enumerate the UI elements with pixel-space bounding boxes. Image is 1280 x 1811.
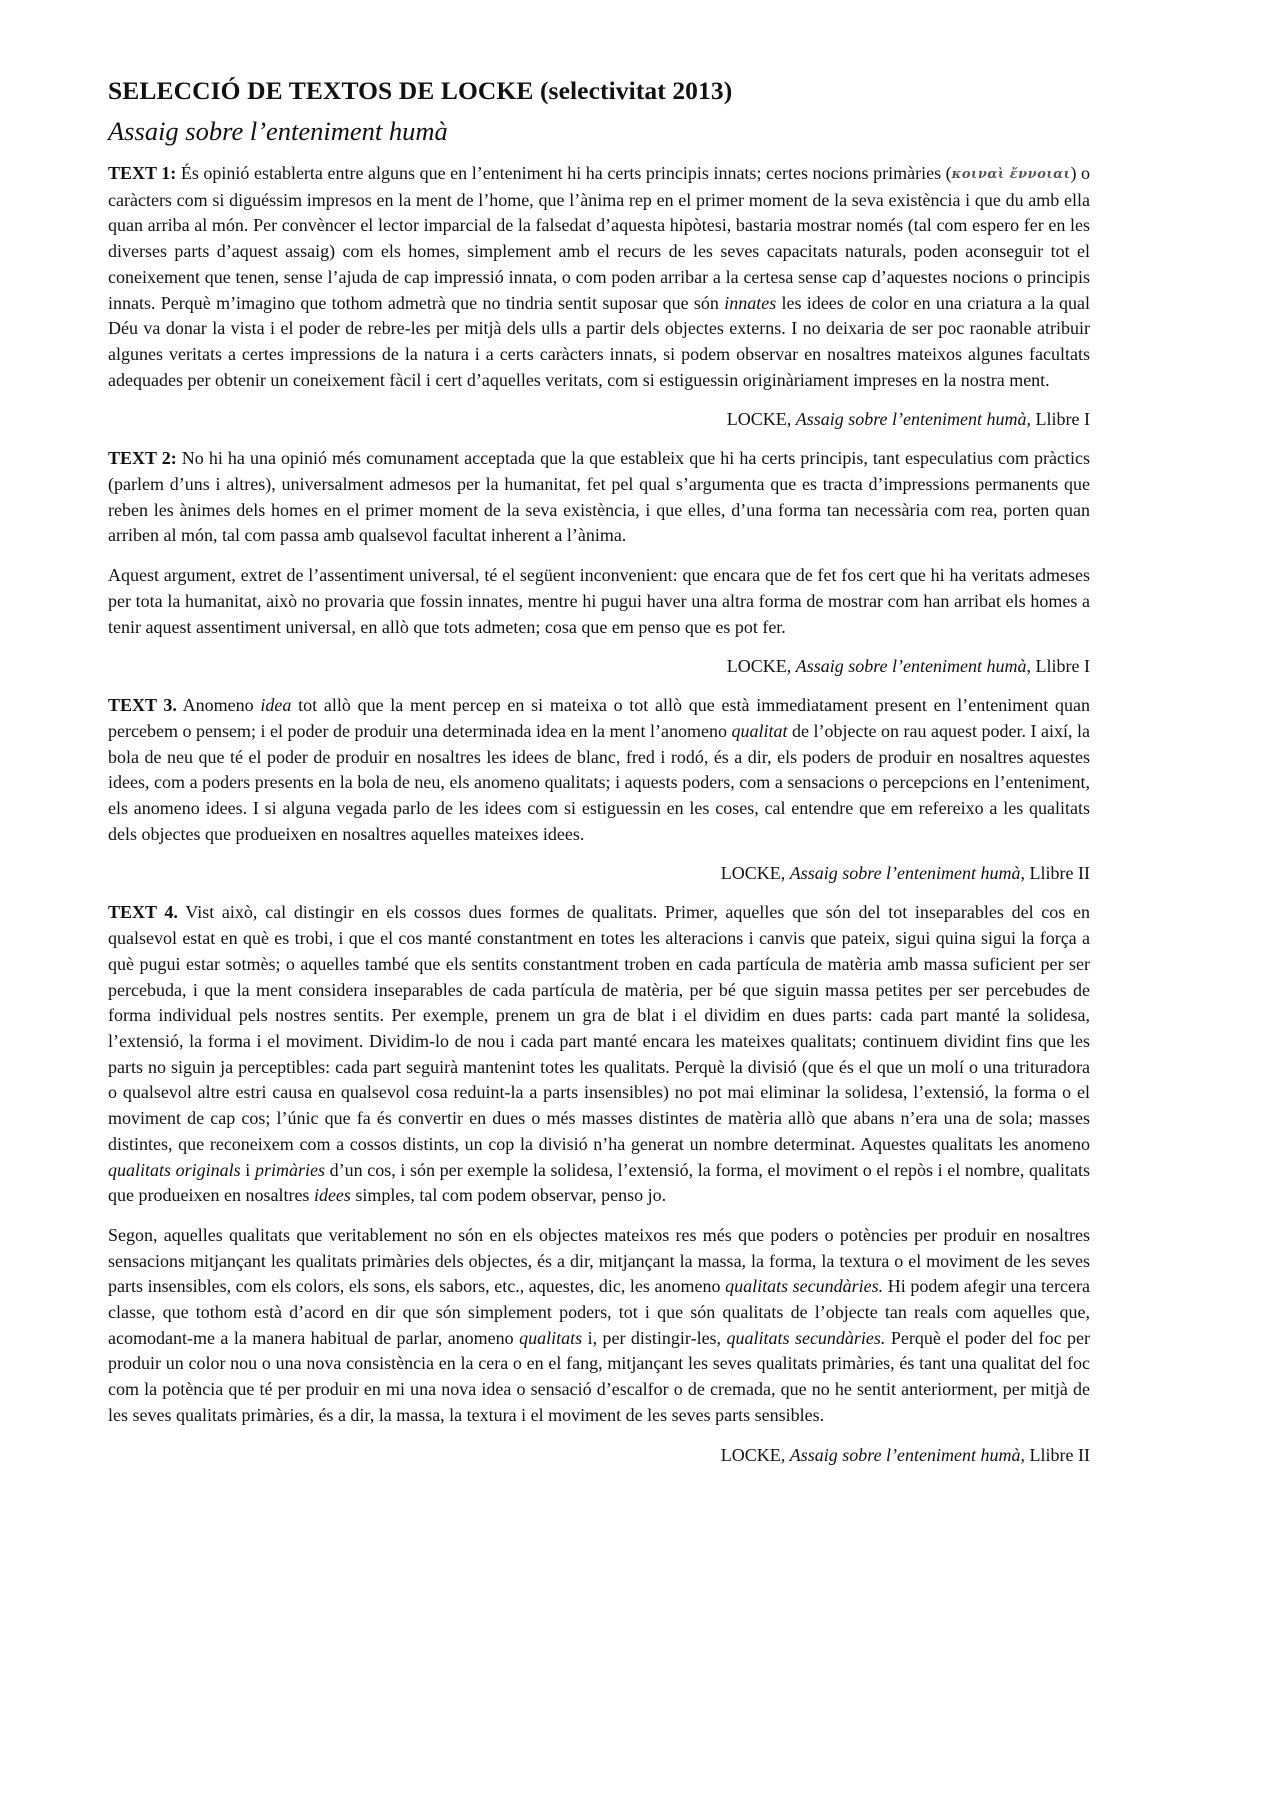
text-4-paragraph: TEXT 4. Vist això, cal distingir en els cossos dues formes de qualitats. Primer, aquelles que són del tot inseparables del cos en qualsevol estat en què es trobi, i que el cos manté constantment en totes les alteracions i canvis que pateix, sigui quina sigui la força a què pugui estar sotmès; o aquelles també que els sentits constantment troben en cada partícula de matèria amb massa suficient per ser percebuda, i que la ment considera inseparables de cada partícula de matèria, per bé que siguin massa petites per ser percebudes de forma individual pels nostres sentits. Per exemple, prenem un gra de blat i el dividim en dues parts: cada part manté la solidesa, l’extensió, la forma i el moviment. Dividim-lo de nou i cada part manté encara les mateixes qualitats; continuem dividint fins que les parts no siguin ja perceptibles: cada part seguirà mantenint totes les qualitats. Perquè la divisió (que és el que un molí o una trituradora o qualsevol altre estri causa en qualsevol cosa reduint-la a parts insensibles) no pot mai eliminar la solidesa, l’extensió, la forma o el moviment de cap cos; l’únic que fa és convertir en dues o més masses distintes de matèria allò que abans n’era una de sola; masses distintes, que reconeixem com a cossos distints, un cop la divisió n’ha generat un nombre determinat. Aquestes qualitats les anomeno qualitats originals i primàries d’un cos, i són per exemple la solidesa, l’extensió, la forma, el moviment o el repòs i el nombre, qualitats que produeixen en nosaltres idees simples, tal com podem observar, penso jo. (108, 902, 1090, 1206)
greek-term: κοιναὶ ἔννοιαι (951, 167, 1071, 182)
text-2-paragraph: TEXT 2: No hi ha una opinió més comunament acceptada que la que estableix que hi ha certs principis, tant especulatius com pràctics (parlem d’uns i altres), universalment admesos per la humanitat, fet pel qual s’argumenta que es tracta d’impressions permanents que reben les ànimes dels homes en el primer moment de la seva existència, i que elles, d’una forma tan necessària com rea, porten quan arriben al món, tal com passa amb qualsevol facultat inherent a l’ànima. (108, 448, 1091, 546)
text-3-source: LOCKE, Assaig sobre l’enteniment humà, Llibre II (720, 863, 1090, 884)
document-page (108, 75, 1090, 1482)
text-4-paragraph-2: Segon, aquelles qualitats que veritablement no són en els objectes mateixos res més que poders o potències per produir en nosaltres sensacions mitjançant les qualitats primàries dels objectes, és a dir, mitjançant la massa, la forma, la textura o el moviment de les seves parts insensibles, com els colors, els sons, els sabors, etc., aquestes, dic, les anomeno qualitats secundàries. Hi podem afegir una tercera classe, que tothom està d’acord en dir que són simplement poders, tot i que són qualitats de l’objecte tan reals com aquelles que, acomodant-me a la manera habitual de parlar, anomeno qualitats i, per distingir-les, qualitats secundàries. Perquè el poder del foc per produir un color nou o una nova consistència en la cera o en el fang, mitjançant les seves qualitats primàries, és tant una qualitat del foc com la potència que té per produir en mi una nova idea o sensació d’escalfor o de cremada, que no he sentit anteriorment, per mitjà de les seves qualitats primàries, és a dir, la massa, la textura i el moviment de les seves parts sensibles. (108, 1224, 1090, 1425)
text-2-label: TEXT 2: (108, 448, 177, 469)
text-1-label: TEXT 1: (108, 163, 177, 183)
page-subtitle: Assaig sobre l’enteniment humà (108, 116, 448, 146)
text-2-paragraph-2: Aquest argument, extret de l’assentiment universal, té el següent inconvenient: que encara que de fet fos cert que hi ha veritats admeses per tota la humanitat, això no provaria que fossin innates, mentre hi pugui haver una altra forma de mostrar com han arribat els homes a tenir aquest assentiment universal, en allò que tots admeten; cosa que em penso que es pot fer. (108, 565, 1090, 637)
text-4-label: TEXT 4. (108, 902, 178, 923)
text-1-paragraph: TEXT 1: És opinió establerta entre alguns que en l’enteniment hi ha certs principis innats; certes nocions primàries (κοιναὶ ἔννοιαι) o caràcters com si diguéssim impresos en la ment de l’home, que l’ànima rep en el primer moment de la seva existència i que du amb ella quan arriba al món. Per convèncer el lector imparcial de la falsedat d’aquesta hipòtesi, bastaria mostrar només (tal com espero fer en les diverses parts d’aquest assaig) com els homes, simplement amb el recurs de les seves capacitats naturals, poden aconseguir tot el coneixement que tenen, sense l’ajuda de cap impressió innata, o com poden arribar a la certesa sense cap d’aquestes nocions o principis innats. Perquè m’imagino que tothom admetrà que no tindria sentit suposar que són innates les idees de color en una criatura a la qual Déu va donar la vista i el poder de rebre-les per mitjà dels ulls a partir dels objectes externs. I no deixaria de ser poc raonable atribuir algunes veritats a certes impressions de la natura i a certs caràcters innats, si podem observar en nosaltres mateixos algunes facultats adequades per obtenir un coneixement fàcil i cert d’aquelles veritats, com si estiguessin originàriament impreses en la nostra ment. (108, 163, 1091, 390)
page-title: SELECCIÓ DE TEXTOS DE LOCKE (selectivitat 2013) (108, 76, 733, 105)
text-2-source: LOCKE, Assaig sobre l’enteniment humà, Llibre I (726, 656, 1090, 677)
text-3-paragraph: TEXT 3. Anomeno idea tot allò que la ment percep en si mateixa o tot allò que està immediatament present en l’enteniment quan percebem o pensem; i el poder de produir una determinada idea en la ment l’anomeno qualitat de l’objecte on rau aquest poder. I així, la bola de neu que té el poder de produir en nosaltres les idees de blanc, fred i rodó, és a dir, els poders de produir en nosaltres aquestes idees, com a poders presents en la bola de neu, els anomeno qualitats; i aquests poders, com a sensacions o percepcions en l’enteniment, els anomeno idees. I si alguna vegada parlo de les idees com si estiguessin en les coses, cal entendre que em refereixo a les qualitats dels objectes que produeixen en nosaltres aquelles mateixes idees. (108, 695, 1090, 844)
text-1-source: LOCKE, Assaig sobre l’enteniment humà, Llibre I (726, 409, 1090, 430)
text-3-label: TEXT 3. (108, 695, 177, 716)
text-4-source: LOCKE, Assaig sobre l’enteniment humà, Llibre II (720, 1444, 1090, 1465)
